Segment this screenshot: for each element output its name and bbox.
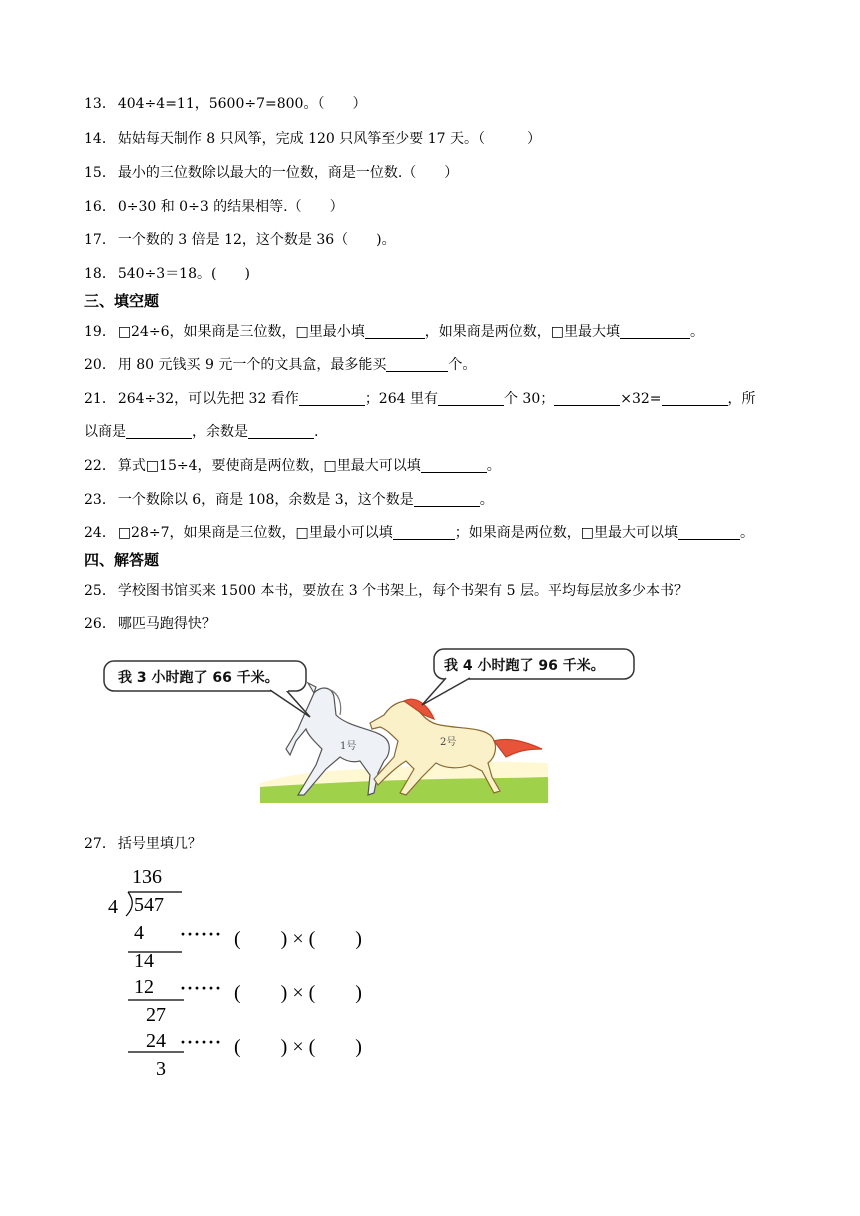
step-3-remainder: 3 (156, 1058, 166, 1080)
answer-blank[interactable] (393, 524, 455, 540)
question-14: 14． 姑姑每天制作 8 只风筝，完成 120 只风筝至少要 17 天。（ ） (84, 131, 541, 147)
step-3-dots: ······ (180, 1032, 223, 1052)
answer-blank[interactable] (126, 423, 192, 439)
question-23: 23． 一个数除以 6，商是 108，余数是 3，这个数是 。 (84, 492, 494, 508)
question-13: 13． 404÷4=11，5600÷7=800。（ ） (84, 96, 367, 112)
question-21: 21． 264÷32，可以先把 32 看作 ；264 里有 个 30； ×32= ，所 (84, 391, 756, 407)
question-27: 27． 括号里填几？ (84, 836, 202, 852)
bubble-left-tail (270, 690, 310, 717)
question-16: 16． 0÷30 和 0÷3 的结果相等.（ ） (84, 199, 344, 215)
divisor: 4 (108, 896, 118, 918)
step-1-remainder: 14 (134, 950, 154, 972)
step-3-product: 24 (146, 1030, 166, 1052)
section-heading-solve: 四、解答题 (84, 551, 160, 569)
answer-blank[interactable] (421, 457, 487, 473)
answer-blank[interactable] (365, 323, 425, 339)
question-19: 19． □24÷6，如果商是三位数，□里最小填 ，如果商是两位数，□里最大填 。 (84, 324, 704, 340)
step-2-dots: ······ (180, 978, 223, 998)
horse-1-label: 1号 (340, 741, 357, 752)
answer-blank[interactable] (248, 423, 314, 439)
step-1-multiply-blanks[interactable]: ( ) × ( ) (234, 928, 362, 950)
bubble-left-text: 我 3 小时跑了 66 千米。 (118, 670, 279, 686)
step-2-product: 12 (134, 976, 154, 998)
question-18: 18． 540÷3＝18。( ) (84, 266, 250, 282)
answer-blank[interactable] (386, 356, 448, 372)
question-25: 25． 学校图书馆买来 1500 本书，要放在 3 个书架上，每个书架有 5 层。平均每层放多少本书？ (84, 583, 688, 599)
question-20: 20． 用 80 元钱买 9 元一个的文具盒，最多能买 个。 (84, 357, 477, 373)
step-2-multiply-blanks[interactable]: ( ) × ( ) (234, 982, 362, 1004)
question-17: 17． 一个数的 3 倍是 12，这个数是 36（ )。 (84, 232, 396, 248)
long-division (106, 864, 426, 1084)
step-1-dots: ······ (180, 924, 223, 944)
speech-bubbles (100, 645, 605, 725)
answer-blank[interactable] (438, 390, 504, 406)
question-24: 24． □28÷7，如果商是三位数，□里最小可以填 ；如果商是两位数，□里最大可以填 。 (84, 525, 754, 541)
bubble-right-tail (422, 678, 470, 705)
section-heading-fill: 三、填空题 (84, 292, 160, 310)
answer-blank[interactable] (662, 390, 728, 406)
answer-blank[interactable] (620, 323, 690, 339)
answer-blank[interactable] (299, 390, 365, 406)
step-3-multiply-blanks[interactable]: ( ) × ( ) (234, 1036, 362, 1058)
bubble-right-text: 我 4 小时跑了 96 千米。 (444, 658, 605, 674)
question-21-cont: 以商是 ，余数是 . (84, 424, 319, 440)
question-22: 22． 算式□15÷4，要使商是两位数，□里最大可以填 。 (84, 458, 501, 474)
horse-2-label: 2号 (440, 737, 457, 748)
step-1-product: 4 (134, 922, 144, 944)
answer-blank[interactable] (678, 524, 740, 540)
quotient: 136 (132, 866, 162, 888)
dividend: 547 (134, 894, 164, 916)
answer-blank[interactable] (414, 491, 480, 507)
answer-blank[interactable] (554, 390, 620, 406)
question-26: 26． 哪匹马跑得快？ (84, 616, 216, 632)
step-2-remainder: 27 (146, 1004, 166, 1026)
question-15: 15． 最小的三位数除以最大的一位数，商是一位数.（ ） (84, 165, 459, 181)
